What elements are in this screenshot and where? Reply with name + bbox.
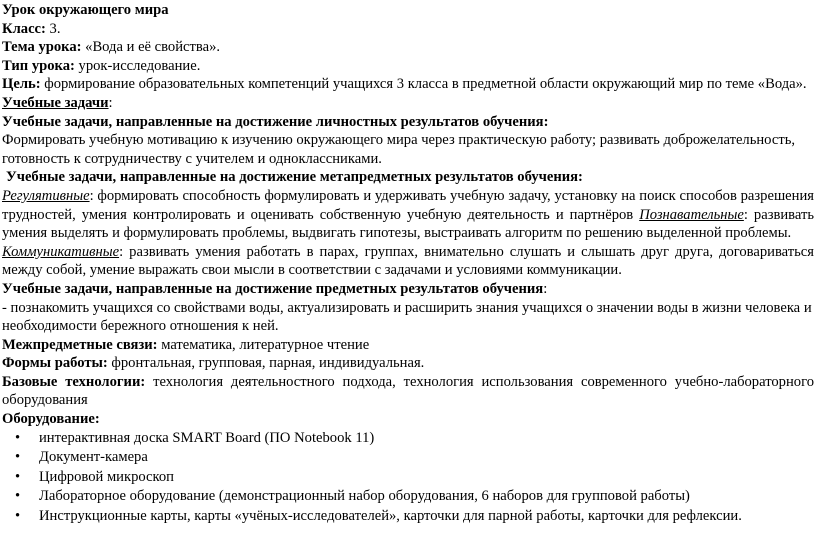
list-item: • Лабораторное оборудование (демонстрационный набор оборудования, 6 наборов для групповой работы): [2, 487, 814, 507]
regulative-label: Регулятивные: [2, 187, 90, 204]
list-item: • Документ-камера: [2, 448, 814, 468]
list-item: • интерактивная доска SMART Board (ПО Notebook 11): [2, 429, 814, 449]
grade-line: [2, 20, 814, 39]
lesson-type-line: [2, 57, 814, 76]
bullet-icon: •: [15, 488, 21, 505]
technologies-label: Базовые технологии:: [2, 373, 146, 390]
lesson-type-label: Тип урока:: [2, 57, 75, 74]
work-forms-label: Формы работы:: [2, 355, 108, 372]
bullet-icon: •: [15, 449, 21, 466]
topic-line: [2, 38, 814, 57]
interdisciplinary-line: [2, 336, 814, 355]
meta-heading: Учебные задачи, направленные на достижение метапредметных результатов обучения:: [6, 169, 583, 186]
tasks-heading-label: Учебные задачи: [2, 94, 109, 111]
equipment-heading: Оборудование:: [2, 411, 100, 428]
work-forms-value: фронтальная, групповая, парная, индивидуальная.: [107, 355, 425, 372]
personal-heading: Учебные задачи, направленные на достижение личностных результатов обучения:: [2, 113, 549, 130]
tasks-heading: Учебные задачи:: [2, 94, 113, 111]
interdisciplinary-label: Межпредметные связи:: [2, 336, 158, 353]
topic-label: Тема урока:: [2, 39, 82, 56]
goal-line: [2, 75, 814, 94]
work-forms-line: [2, 354, 814, 373]
list-item: • Инструкционные карты, карты «учёных-исследователей», карточки для парной работы, карточки для рефлексии.: [2, 507, 814, 527]
grade-label: Класс:: [2, 20, 46, 37]
bullet-icon: •: [15, 429, 21, 446]
communicative-label: Коммуникативные: [2, 243, 120, 260]
interdisciplinary-value: математика, литературное чтение: [157, 336, 370, 353]
subject-text: - познакомить учащихся со свойствами воды, актуализировать и расширить знания учащихся о значении воды в жизни человека и необходимости бережного отношения к ней.: [2, 299, 812, 335]
grade-value: 3.: [45, 20, 61, 37]
regulative-text: : формировать способность формулировать и удерживать учебную задачу, установку на поиск способов разрешения трудностей, умения контролировать и оценивать собственную учебную деятельность и партнёров: [2, 187, 814, 223]
list-item: • Цифровой микроскоп: [2, 468, 814, 488]
technologies-value: технология деятельностного подхода, технология использования современного учебно-лабораторного оборудования: [2, 373, 814, 409]
bullet-icon: •: [15, 507, 21, 524]
personal-text: Формировать учебную мотивацию к изучению окружающего мира через практическую работу; развивать доброжелательность, готовность к сотрудничеству с учителем и одноклассниками.: [2, 132, 795, 167]
communicative-paragraph: [2, 243, 814, 280]
communicative-text: : развивать умения работать в парах, группах, внимательно слушать и слышать друг друга, договариваться между собой, умение выражать свои мысли в соответствии с задачами и условиями коммуникации.: [2, 243, 814, 279]
bullet-icon: •: [15, 468, 21, 485]
cognitive-label: Познавательные: [639, 206, 744, 223]
subject-heading: Учебные задачи, направленные на достижение предметных результатов обучения:: [2, 280, 548, 297]
goal-label: Цель:: [2, 76, 41, 93]
document-title: Урок окружающего мира: [2, 2, 169, 18]
cognitive-text: : развивать умения выделять и формулировать проблемы, выдвигать гипотезы, выстраивать алгоритм по решению выделенной проблемы.: [2, 206, 814, 242]
goal-value: формирование образовательных компетенций учащихся 3 класса в предметной области окружающий мир по теме «Вода».: [40, 76, 807, 93]
equipment-list: [2, 429, 814, 527]
topic-value: «Вода и её свойства».: [81, 39, 221, 56]
meta-paragraph: [2, 187, 814, 243]
lesson-type-value: урок-исследование.: [74, 57, 201, 74]
technologies-line: [2, 373, 814, 410]
